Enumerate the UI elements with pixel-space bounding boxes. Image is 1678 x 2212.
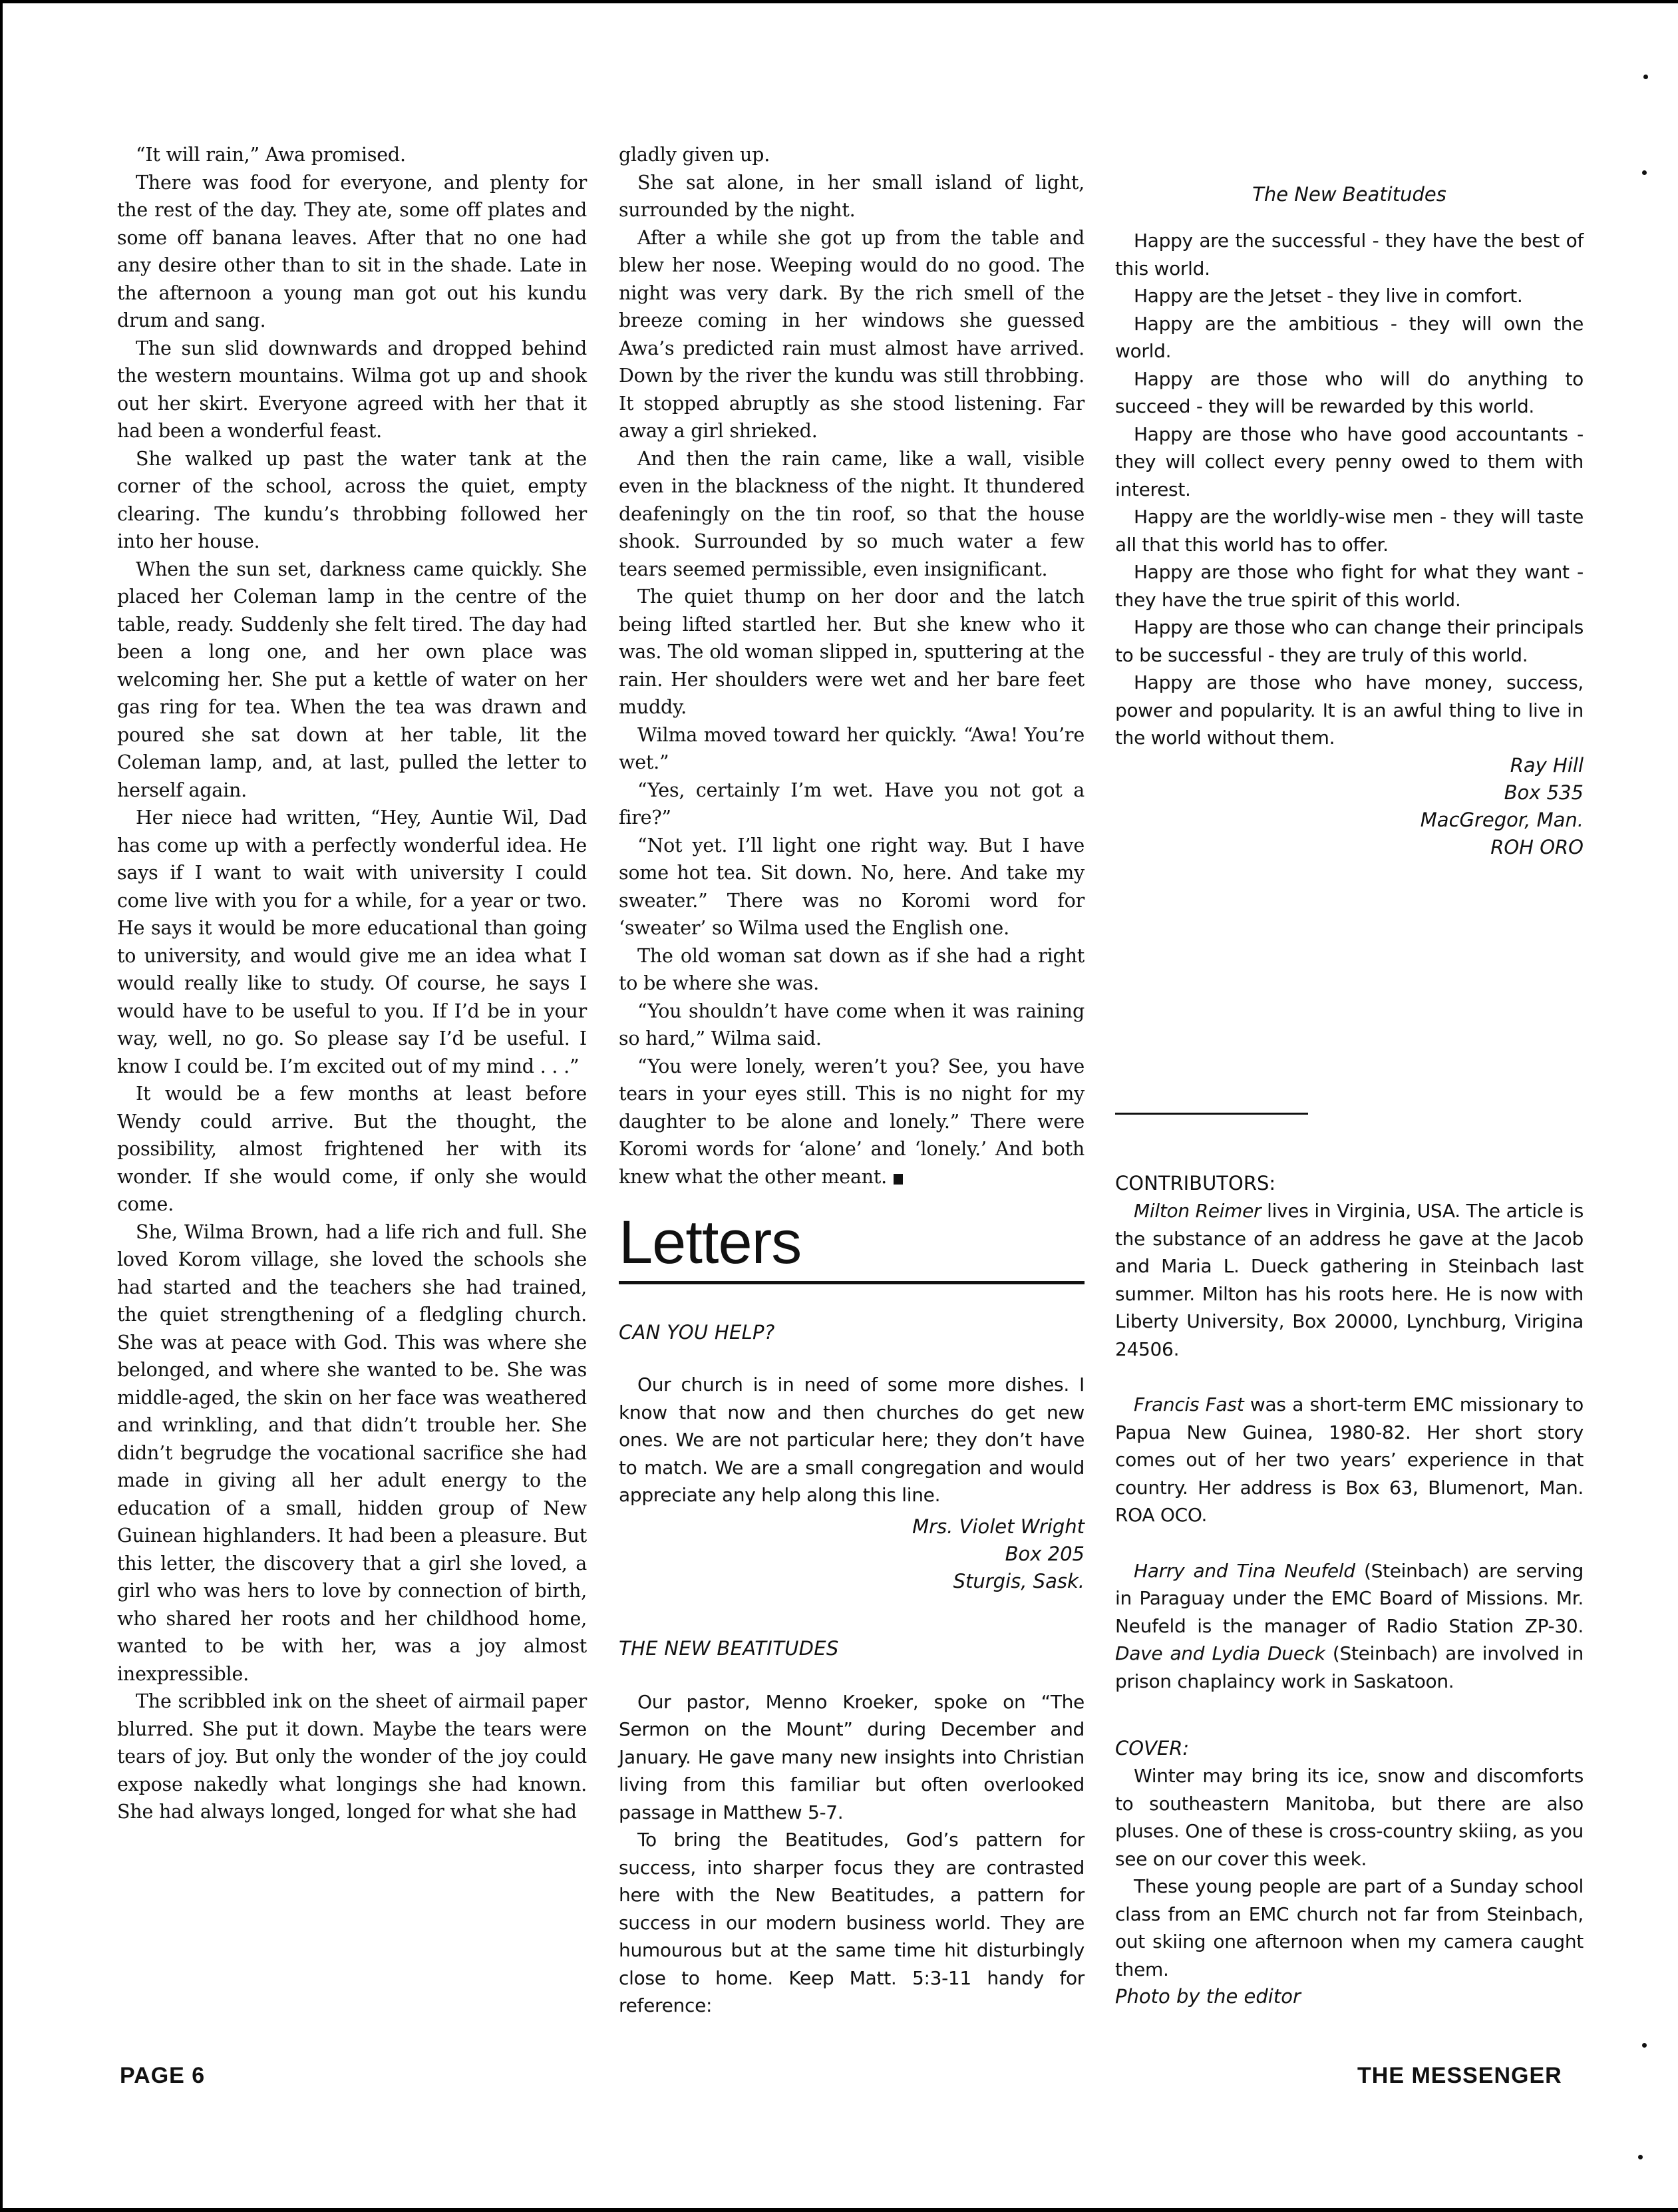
scan-speck — [1638, 2155, 1643, 2159]
contributors-divider — [1115, 1113, 1308, 1115]
beatitude-item: Happy are the Jetset - they live in comfort. — [1134, 285, 1523, 307]
story-paragraph: “Yes, certainly I’m wet. Have you not got a fire?” — [619, 779, 1085, 829]
contributor-name: Harry and Tina Neufeld — [1134, 1559, 1355, 1582]
scan-speck — [1643, 75, 1648, 79]
letter-signature-line: Sturgis, Sask. — [953, 1569, 1085, 1592]
story-end — [619, 141, 1085, 1191]
story-paragraph: “Not yet. I’ll light one right way. But I have some hot tea. Sit down. No, here. And take my sweater.” There was no Koromi word for ‘sweater’ so Wilma used the English one. — [619, 834, 1085, 939]
story-paragraph: After a while she got up from the table and blew her nose. Weeping would do no good. The night was very dark. By the rich smell of the breeze coming in her windows she guessed Awa’s predicted rain must almost have arrived. Down by the river the kundu was still throbbing. It stopped abruptly as she stood listening. Far away a girl shrieked. — [619, 226, 1085, 442]
contributors-section — [1115, 1170, 1584, 2010]
story-paragraph: The scribbled ink on the sheet of airmail paper blurred. She put it down. Maybe the tears were tears of joy. But only the wonder of the joy could expose nakedly what longings she had known. She had always longed, longed for what she had — [117, 1690, 587, 1823]
letter-body: Our church is in need of some more dishes. I know that now and then churches do get new ones. We are not particular here; they don’t have to match. We are a small congregation and would appreciate any help along this line. — [619, 1374, 1085, 1506]
letters-section-title: Letters — [619, 1208, 802, 1276]
page-number: PAGE 6 — [120, 2063, 206, 2088]
story-paragraph: Her niece had written, “Hey, Auntie Wil, Dad has come up with a perfectly wonderful idea. He says if I want to wait with university I could come live with you for a while, for a year or two. He says it would be more educational than going to university, and would give me an idea what I would really like to study. Of course, he says I would have to be useful to you. If I’d be in your way, well, no go. So please say I’d be useful. I know I could be. I’m excited out of my mind . . .” — [117, 807, 587, 1077]
story-paragraph: She, Wilma Brown, had a life rich and full. She loved Korom village, she loved the schools she had started and the teachers she had trained, the quiet strengthening of a fledgling church. She was at peace with God. This was where she belonged, and where she wanted to be. She was middle-aged, the skin on her face was weathered and wrinkling, and that didn’t trouble her. She didn’t begrudge the vocational sacrifice she had made in giving all her adult energy to the education of a small, hidden group of New Guinean highlanders. It had been a pleasure. But this letter, the discovery that a girl she loved, a girl who was hers to love by connection of birth, who shared her roots and her childhood home, wanted to be with her, was a joy almost inexpressible. — [117, 1220, 587, 1685]
beatitude-item: Happy are those who fight for what they want - they have the true spirit of this world. — [1115, 561, 1584, 611]
cover-paragraph: Winter may bring its ice, snow and discomforts to southeastern Manitoba, but there are also pluses. One of these is cross-country skiing, as you see on our cover this week. — [1115, 1765, 1584, 1870]
story-paragraph: It would be a few months at least before Wendy could arrive. But the thought, the possibility, almost frightened her with its wonder. If she would come, if only she would come. — [117, 1083, 587, 1215]
beatitude-item: Happy are those who can change their principals to be successful - they are truly of this world. — [1115, 616, 1584, 666]
story-column-2 — [619, 141, 1085, 2020]
story-paragraph: And then the rain came, like a wall, visible even in the blackness of the night. It thundered deafeningly on the tin roof, so that the house shook. Surrounded by so much water a few tears seemed permissible, even insignificant. — [619, 447, 1085, 580]
contributor-name: Francis Fast — [1134, 1393, 1244, 1415]
story-paragraph: The old woman sat down as if she had a right to be where she was. — [619, 944, 1085, 994]
letter-signature-line: Mrs. Violet Wright — [912, 1515, 1085, 1538]
contributor-entry — [1115, 1557, 1584, 1696]
end-of-story-mark — [894, 1174, 903, 1185]
contributor-text: was a short-term EMC missionary to Papua New Guinea, 1980-82. Her short story comes out of her two years’ experience in that country. Her address is Box 63, Blumenort, Man. ROA OCO. — [1115, 1393, 1584, 1526]
story-paragraph: There was food for everyone, and plenty for the rest of the day. They ate, some off plates and some off banana leaves. After that no one had any desire other than to sit in the shade. Late in the afternoon a young man got out his kundu drum and sang. — [117, 171, 587, 331]
letter-heading-new-beatitudes: THE NEW BEATITUDES — [619, 1636, 839, 1660]
beatitude-item: Happy are the worldly-wise men - they will taste all that this world has to offer. — [1115, 506, 1584, 556]
story-column-1 — [117, 141, 587, 1826]
beatitude-item: Happy are those who will do anything to succeed - they will be rewarded by this world. — [1115, 367, 1584, 417]
cover-heading: COVER: — [1115, 1737, 1190, 1759]
story-last-text: “You were lonely, weren’t you? See, you have tears in your eyes still. This is no night for my daughter to be alone and lonely.” There were Koromi words for ‘alone’ and ‘lonely.’ And both knew what the other meant. — [619, 1055, 1085, 1188]
story-paragraph: She sat alone, in her small island of light, surrounded by the night. — [619, 171, 1085, 221]
letter-signature-line: Box 535 — [1504, 781, 1584, 804]
story-paragraph: The sun slid downwards and dropped behind the western mountains. Wilma got up and shook out her skirt. Everyone agreed with her that it had been a wonderful feast. — [117, 337, 587, 442]
contributors-heading: CONTRIBUTORS: — [1115, 1172, 1276, 1195]
contributor-text: (Steinbach) are involved in prison chaplaincy work in Saskatoon. — [1115, 1642, 1584, 1692]
beatitude-item: Happy are those who have good accountants - they will collect every penny owed to them with interest. — [1115, 423, 1584, 500]
beatitudes-list-title: The New Beatitudes — [1252, 183, 1446, 206]
story-paragraph: “You shouldn’t have come when it was raining so hard,” Wilma said. — [619, 1000, 1085, 1049]
letter-signature-line: Box 205 — [1005, 1542, 1085, 1565]
letter-signature-line: MacGregor, Man. — [1420, 808, 1584, 831]
magazine-name: THE MESSENGER — [1357, 2063, 1562, 2088]
contributor-text: (Steinbach) are serving in Paraguay under the EMC Board of Missions. Mr. Neufeld is the manager of Radio Station ZP-30. — [1115, 1559, 1584, 1637]
beatitude-item: Happy are the successful - they have the best of this world. — [1115, 230, 1584, 279]
scan-edge-top — [0, 0, 1678, 3]
scan-speck — [1642, 170, 1647, 175]
letter-heading-can-you-help: CAN YOU HELP? — [619, 1321, 775, 1344]
story-paragraph: Wilma moved toward her quickly. “Awa! You’re wet.” — [619, 723, 1085, 773]
contributor-entry — [1115, 1197, 1584, 1363]
right-column — [1115, 141, 1584, 861]
story-paragraph: gladly given up. — [619, 144, 770, 166]
contributor-entry — [1115, 1391, 1584, 1529]
letter-body: To bring the Beatitudes, God’s pattern for success, into sharper focus they are contrasted here with the New Beatitudes, a pattern for success in our modern business world. They are humourous but at the same time hit disturbingly close to home. Keep Matt. 5:3-11 handy for reference: — [619, 1829, 1085, 2016]
beatitude-item: Happy are those who have money, success, power and popularity. It is an awful thing to live in the world without them. — [1115, 671, 1584, 749]
contributor-text: lives in Virginia, USA. The article is the substance of an address he gave at the Jacob and Maria L. Dueck gathering in Steinbach last summer. Milton has his roots here. He is now with Liberty University, Box 20000, Lynchburg, Virigina 24506. — [1115, 1200, 1584, 1360]
letter-signature-line: ROH ORO — [1490, 835, 1584, 858]
contributor-name: Dave and Lydia Dueck — [1115, 1642, 1325, 1664]
scan-speck — [1642, 2043, 1647, 2048]
beatitude-item: Happy are the ambitious - they will own the world. — [1115, 312, 1584, 362]
letter-body: Our pastor, Menno Kroeker, spoke on “The Sermon on the Mount” during December and January. He gave many new insights into Christian living from this familiar but often overlooked passage in Matthew 5-7. — [619, 1690, 1085, 1823]
letter-signature-line: Ray Hill — [1510, 753, 1584, 777]
story-paragraph — [619, 1053, 1085, 1191]
scan-edge-left — [0, 0, 3, 2212]
story-paragraph: She walked up past the water tank at the corner of the school, across the quiet, empty clearing. The kundu’s throbbing followed her into her house. — [117, 447, 587, 552]
story-paragraph: The quiet thump on her door and the latch being lifted startled her. But she knew who it was. The old woman slipped in, sputtering at the rain. Her shoulders were wet and her bare feet muddy. — [619, 586, 1085, 718]
story-paragraph: When the sun set, darkness came quickly. She placed her Coleman lamp in the centre of the table, ready. Suddenly she felt tired. The day had been a long one, and her own place was welcoming her. She put a kettle of water on her gas ring for tea. When the tea was drawn and poured she sat down at her table, lit the Coleman lamp, and, at last, pulled the letter to herself again. — [117, 558, 587, 801]
contributor-name: Milton Reimer — [1134, 1200, 1261, 1222]
photo-credit: Photo by the editor — [1115, 1985, 1301, 2008]
story-paragraph: “It will rain,” Awa promised. — [136, 144, 406, 166]
beatitudes-list — [1115, 227, 1584, 752]
scan-edge-bottom — [0, 2208, 1678, 2212]
cover-paragraph: These young people are part of a Sunday school class from an EMC church not far from Steinbach, out skiing one afternoon when my camera caught them. — [1115, 1875, 1584, 1980]
